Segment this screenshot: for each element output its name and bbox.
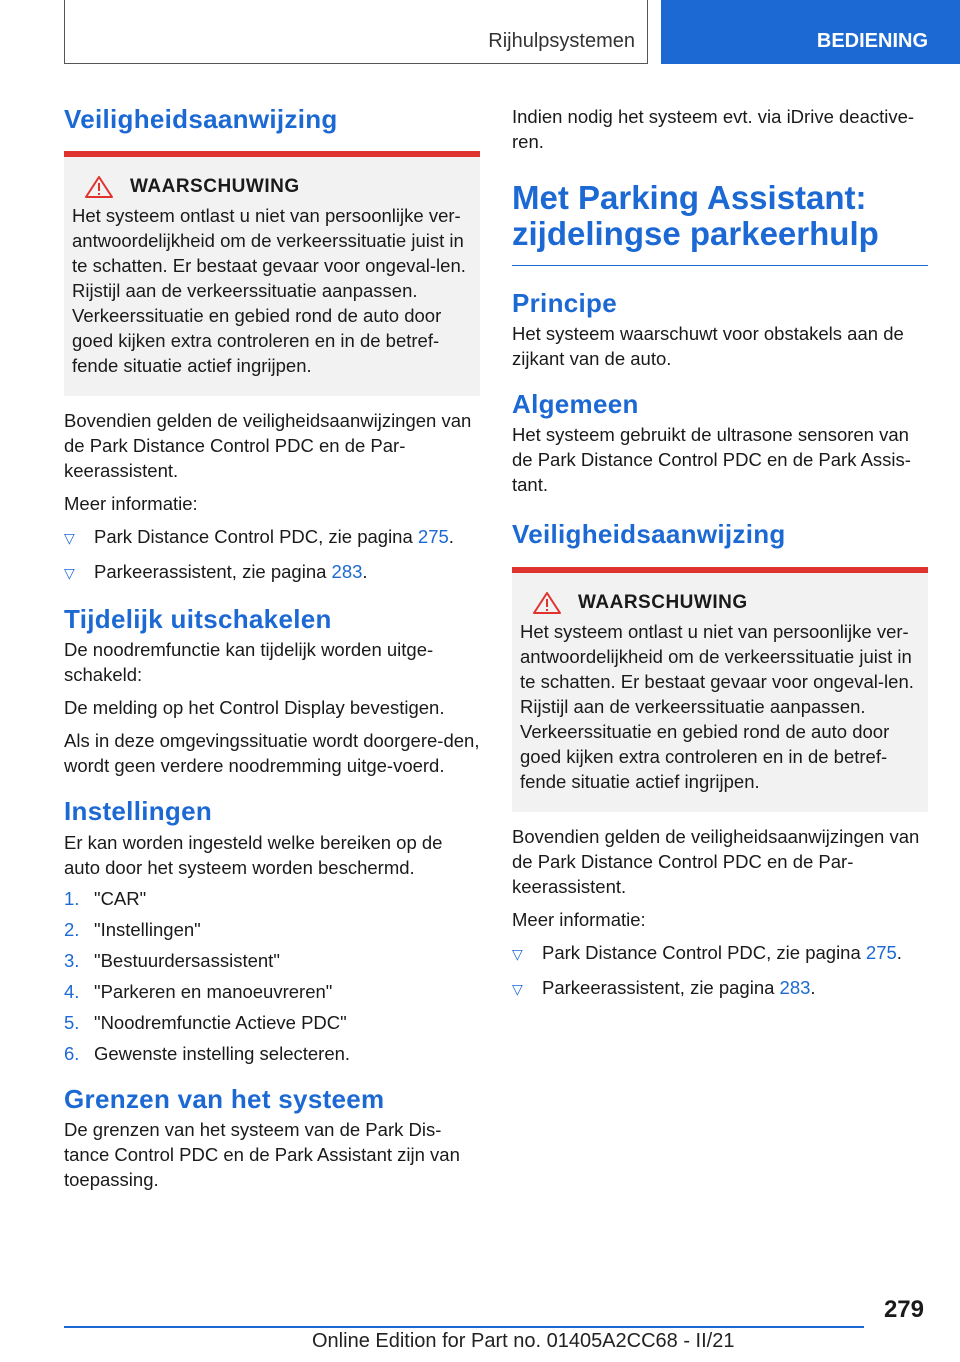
intro-text: Indien nodig het systeem evt. via iDrive deactive-ren.	[512, 106, 915, 152]
step-item: 1. "CAR"	[64, 887, 147, 909]
triangle-bullet-icon: ▽	[512, 980, 523, 997]
list-item: ▽ Parkeerassistent, zie pagina 283.	[64, 559, 480, 586]
triangle-bullet-icon: ▽	[64, 530, 75, 547]
warning-text: Het systeem ontlast u niet van persoonlijke ver-antwoordelijkheid om de verkeerssituatie juist in te schatten. Er bestaat gevaar voor ongeval-len. Rijstijl aan de verkeerssituatie aanpassen. Verkeerssituatie en gebied rond de auto door goed kijken extra controleren en in de betref-fende situatie actief ingrijpen.	[520, 620, 914, 792]
bullet-text: Parkeerassistent, zie pagina	[542, 976, 780, 998]
warning-title: WAARSCHUWING	[578, 591, 748, 613]
heading-grenzen: Grenzen van het systeem	[64, 1083, 385, 1114]
page-number: 279	[883, 1296, 924, 1323]
more-info-label: Meer informatie:	[512, 908, 646, 930]
list-item: ▽ Park Distance Control PDC, zie pagina 275.	[512, 940, 928, 967]
section-title: Rijhulpsystemen	[488, 30, 635, 52]
heading-veiligheidsaanwijzing: Veiligheidsaanwijzing	[64, 104, 338, 134]
step-item: 5. "Noodremfunctie Actieve PDC"	[64, 1011, 347, 1033]
tijdelijk-p2: De melding op het Control Display bevestigen.	[64, 697, 445, 719]
triangle-bullet-icon: ▽	[64, 565, 75, 582]
page-link[interactable]: 275	[417, 526, 449, 548]
section-tab	[64, 0, 648, 64]
step-item: 6. Gewenste instelling selecteren.	[64, 1042, 351, 1064]
footer-rule	[64, 1326, 864, 1328]
footer-edition: Online Edition for Part no. 01405A2CC68 - II/21	[312, 1330, 735, 1352]
warning-box	[64, 151, 480, 396]
also-text: Bovendien gelden de veiligheidsaanwijzingen van de Park Distance Control PDC en de Par-keerassistent.	[64, 410, 472, 482]
chapter-tab	[661, 0, 960, 64]
tijdelijk-p3: Als in deze omgevingssituatie wordt doorgere-den, wordt geen verdere noodremming uitge-voerd.	[64, 730, 480, 777]
principe-p: Het systeem waarschuwt voor obstakels aan de zijkant van de auto.	[512, 323, 904, 370]
bullet-text: Park Distance Control PDC, zie pagina	[94, 526, 418, 548]
heading-instellingen: Instellingen	[64, 796, 213, 827]
heading-tijdelijk: Tijdelijk uitschakelen	[64, 604, 332, 635]
tijdelijk-p1: De noodremfunctie kan tijdelijk worden uitge-schakeld:	[64, 639, 434, 686]
warning-icon	[84, 175, 114, 199]
heading-rule	[512, 265, 928, 267]
heading-algemeen: Algemeen	[512, 389, 639, 420]
warning-box	[512, 567, 928, 812]
also-text: Bovendien gelden de veiligheidsaanwijzingen van de Park Distance Control PDC en de Par-keerassistent.	[512, 825, 920, 897]
heading-principe: Principe	[512, 288, 617, 319]
list-item: ▽ Parkeerassistent, zie pagina 283.	[512, 975, 928, 1002]
more-info-label: Meer informatie:	[64, 493, 198, 515]
warning-text: Het systeem ontlast u niet van persoonlijke ver-antwoordelijkheid om de verkeerssituatie juist in te schatten. Er bestaat gevaar voor ongeval-len. Rijstijl aan de verkeerssituatie aanpassen. Verkeerssituatie en gebied rond de auto door goed kijken extra controleren en in de betref-fende situatie actief ingrijpen.	[72, 205, 466, 377]
bullet-text: Park Distance Control PDC, zie pagina	[542, 941, 866, 963]
warning-icon	[532, 591, 562, 615]
left-column	[64, 100, 480, 1192]
bullet-text: Parkeerassistent, zie pagina	[94, 561, 332, 583]
instellingen-p: Er kan worden ingesteld welke bereiken op de auto door het systeem worden beschermd.	[64, 831, 443, 878]
main-heading: Met Parking Assistant: zijdelingse parkeerhulp	[512, 179, 879, 253]
page-link[interactable]: 275	[865, 941, 897, 963]
page-link[interactable]: 283	[779, 976, 811, 998]
algemeen-p: Het systeem gebruikt de ultrasone sensoren van de Park Distance Control PDC en de Park Assis-tant.	[512, 424, 911, 496]
step-item: 2. "Instellingen"	[64, 918, 201, 940]
step-item: 4. "Parkeren en manoeuvreren"	[64, 980, 333, 1002]
page-link[interactable]: 283	[331, 561, 363, 583]
warning-title: WAARSCHUWING	[130, 176, 300, 198]
list-item: ▽ Park Distance Control PDC, zie pagina 275.	[64, 524, 480, 551]
chapter-title: BEDIENING	[816, 30, 928, 52]
triangle-bullet-icon: ▽	[512, 945, 523, 962]
right-column	[512, 104, 928, 1002]
step-item: 3. "Bestuurdersassistent"	[64, 949, 280, 971]
heading-veiligheidsaanwijzing-2: Veiligheidsaanwijzing	[512, 519, 786, 550]
grenzen-p: De grenzen van het systeem van de Park Dis-tance Control PDC en de Park Assistant zijn van toepassing.	[64, 1118, 460, 1190]
